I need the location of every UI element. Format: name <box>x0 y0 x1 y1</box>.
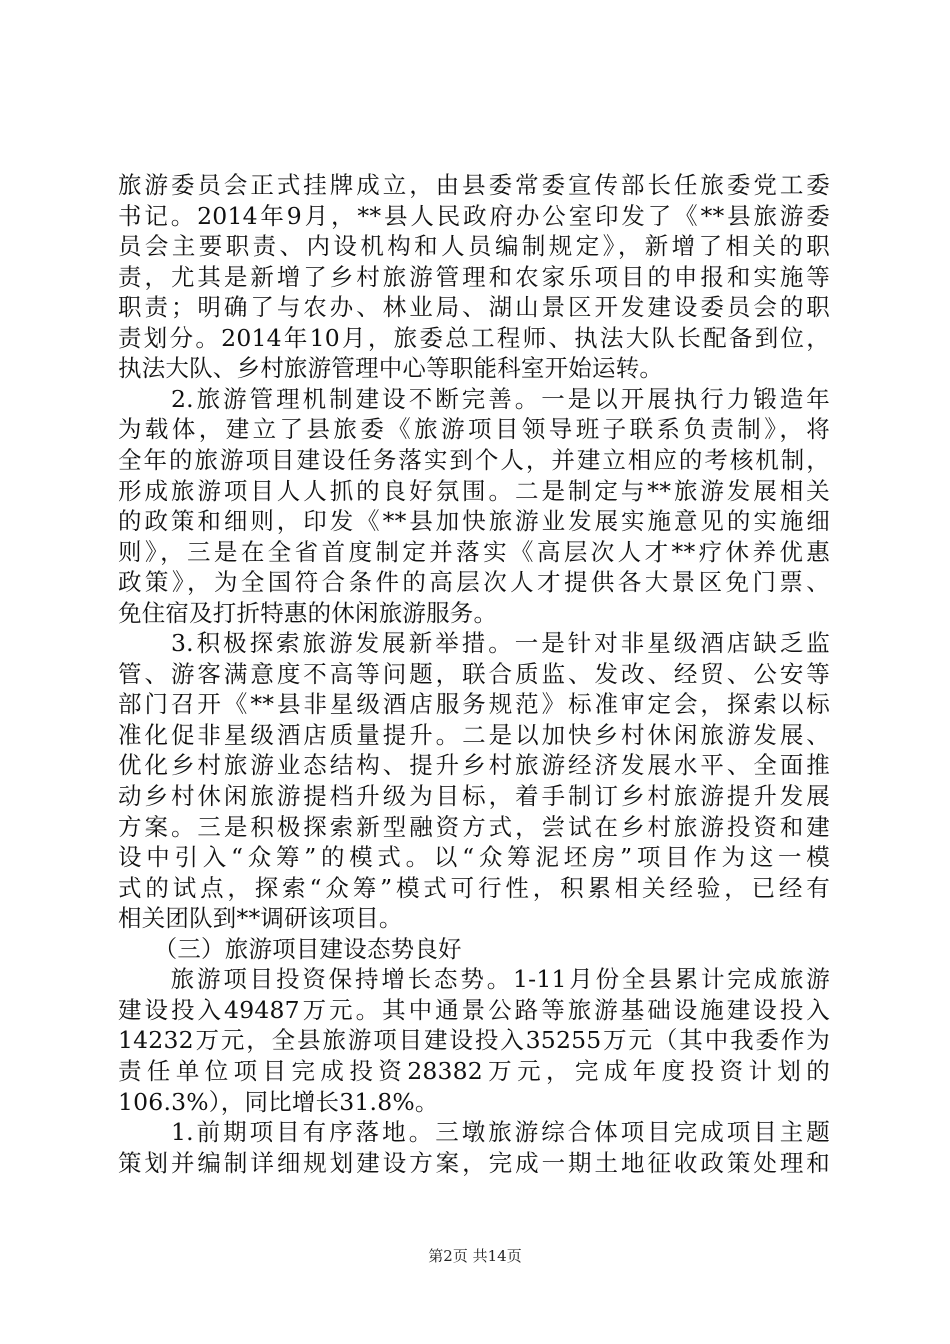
text-line: 员会主要职责、内设机构和人员编制规定》，新增了相关的职 <box>118 232 830 261</box>
text-line: 的政策和细则，印发《**县加快旅游业发展实施意见的实施细 <box>118 507 830 536</box>
text-line: 书记。2014年9月，**县人民政府办公室印发了《**县旅游委 <box>118 201 830 230</box>
text-line: 则》，三是在全省首度制定并落实《高层次人才**疗休养优惠 <box>118 537 830 566</box>
text-line: 责划分。2014年10月，旅委总工程师、执法大队长配备到位， <box>118 323 830 352</box>
text-line: 方案。三是积极探索新型融资方式，尝试在乡村旅游投资和建 <box>118 812 830 841</box>
text-line: 为载体，建立了县旅委《旅游项目领导班子联系负责制》，将 <box>118 415 830 444</box>
text-line: 式的试点，探索“众筹”模式可行性，积累相关经验，已经有 <box>118 873 830 902</box>
text-line: 政策》，为全国符合条件的高层次人才提供各大景区免门票、 <box>118 568 830 597</box>
text-line: 职责；明确了与农办、林业局、湖山景区开发建设委员会的职 <box>118 293 830 322</box>
text-line: 全年的旅游项目建设任务落实到个人，并建立相应的考核机制， <box>118 445 830 474</box>
text-line: 14232万元，全县旅游项目建设投入35255万元（其中我委作为 <box>118 1026 830 1055</box>
page-footer: 第2页 共14页 <box>428 1247 522 1265</box>
text-line: 1.前期项目有序落地。三墩旅游综合体项目完成项目主题 <box>118 1118 830 1147</box>
text-line: 相关团队到**调研该项目。 <box>118 904 403 933</box>
text-line: 106.3%），同比增长31.8%。 <box>118 1087 439 1116</box>
text-line: 责任单位项目完成投资28382万元，完成年度投资计划的 <box>118 1056 830 1085</box>
text-line: 管、游客满意度不高等问题，联合质监、发改、经贸、公安等 <box>118 659 830 688</box>
text-line: 策划并编制详细规划建设方案，完成一期土地征收政策处理和 <box>118 1148 830 1177</box>
text-line: 动乡村休闲旅游提档升级为目标，着手制订乡村旅游提升发展 <box>118 782 830 810</box>
text-line: 设中引入“众筹”的模式。以“众筹泥坯房”项目作为这一模 <box>118 843 830 872</box>
text-line: 部门召开《**县非星级酒店服务规范》标准审定会，探索以标 <box>118 690 830 719</box>
text-line: 优化乡村旅游业态结构、提升乡村旅游经济发展水平、全面推 <box>118 751 830 780</box>
text-line: 形成旅游项目人人抓的良好氛围。二是制定与**旅游发展相关 <box>118 476 830 505</box>
text-line: 旅游委员会正式挂牌成立，由县委常委宣传部长任旅委党工委 <box>118 171 830 199</box>
text-line: 免住宿及打折特惠的休闲旅游服务。 <box>118 598 498 627</box>
text-line: 执法大队、乡村旅游管理中心等职能科室开始运转。 <box>118 354 664 383</box>
text-line: 责，尤其是新增了乡村旅游管理和农家乐项目的申报和实施等 <box>118 262 830 291</box>
text-line: 旅游项目投资保持增长态势。1-11月份全县累计完成旅游 <box>118 965 830 994</box>
text-line: （三）旅游项目建设态势良好 <box>118 934 462 963</box>
text-line: 建设投入49487万元。其中通景公路等旅游基础设施建设投入 <box>118 995 830 1024</box>
text-line: 3.积极探索旅游发展新举措。一是针对非星级酒店缺乏监 <box>118 629 830 658</box>
text-line: 2.旅游管理机制建设不断完善。一是以开展执行力锻造年 <box>118 384 830 413</box>
text-line: 准化促非星级酒店质量提升。二是以加快乡村休闲旅游发展、 <box>118 720 830 749</box>
